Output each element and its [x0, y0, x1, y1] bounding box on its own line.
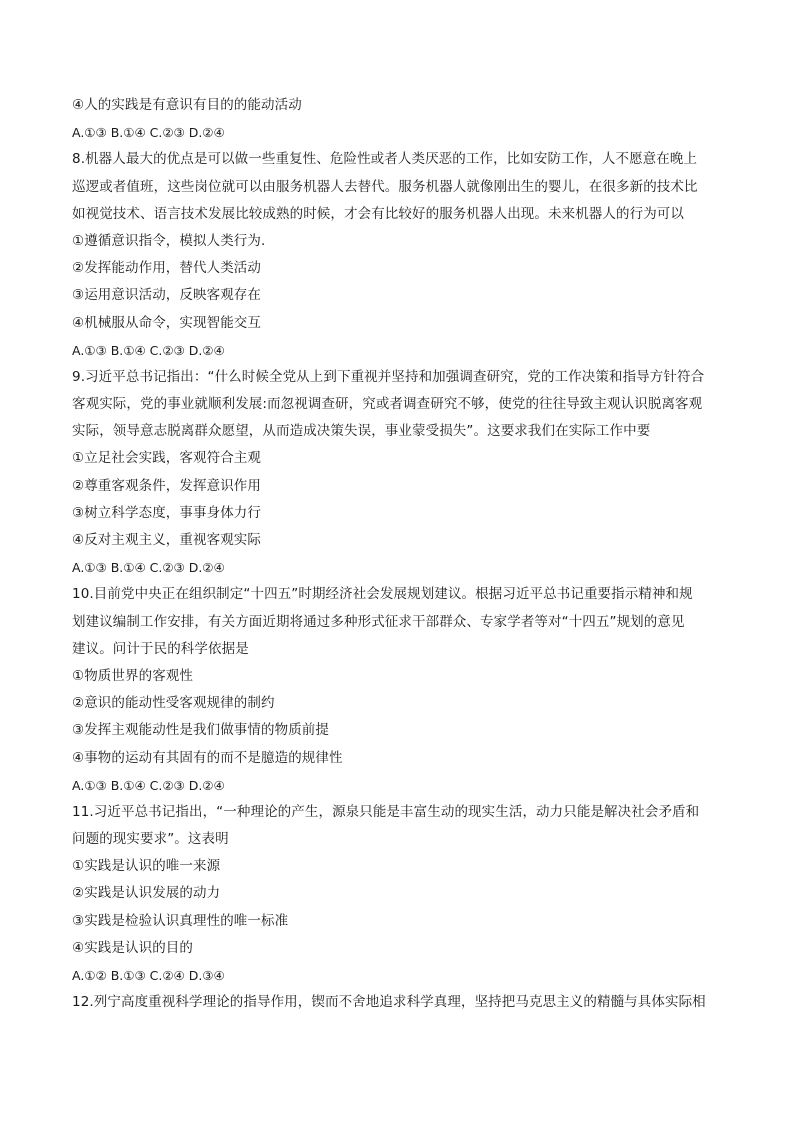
- question-text-line: 建议。问计于民的科学依据是: [72, 640, 249, 657]
- statement-item: ④机械服从命令，实现智能交互: [72, 314, 262, 331]
- question-text-line: 问题的现实要求”。这表明: [72, 831, 229, 848]
- question-text-line: 巡逻或者值班，这些岗位就可以由服务机器人去替代。服务机器人就像刚出生的婴儿，在很多新的技术比: [72, 178, 698, 195]
- statement-item: ②尊重客观条件，发挥意识作用: [72, 477, 262, 494]
- statement-item: ②发挥能动作用，替代人类活动: [72, 260, 262, 277]
- statement-item: ③发挥主观能动性是我们做事情的物质前提: [72, 722, 330, 739]
- statement-item: ②实践是认识发展的动力: [72, 885, 221, 902]
- statement-item: ④反对主观主义，重视客观实际: [72, 532, 262, 548]
- statement-item: ①遵循意识指令，模拟人类行为.: [72, 232, 266, 249]
- question-text-line: 如视觉技术、语言技术发展比较成熟的时候，才会有比较好的服务机器人出现。未来机器人的行为可以: [72, 205, 684, 222]
- statement-item: ①实践是认识的唯一来源: [72, 858, 221, 875]
- question-text-line: 8.机器人最大的优点是可以做一些重复性、危险性或者人类厌恶的工作，比如安防工作，人不愿意在晚上: [72, 151, 698, 168]
- question-text-line: 9.习近平总书记指出：“什么时候全党从上到下重视并坚持和加强调查研究，党的工作决策和指导方针符合: [72, 368, 705, 385]
- answer-options: A.①③ B.①④ C.②③ D.②④: [72, 560, 225, 576]
- statement-item: ④事物的运动有其固有的而不是臆造的规律性: [72, 749, 343, 766]
- answer-options: A.①③ B.①④ C.②③ D.②④: [72, 125, 225, 141]
- question-text-line: 12.列宁高度重视科学理论的指导作用，锲而不舍地追求科学真理，坚持把马克思主义的精髓与具体实际相: [72, 994, 706, 1011]
- document-page: [72, 92, 732, 1016]
- statement-item: ④实践是认识的目的: [72, 939, 194, 956]
- answer-options: A.①③ B.①④ C.②③ D.②④: [72, 342, 225, 358]
- statement-item: ①物质世界的客观性: [72, 667, 194, 684]
- statement-item: ④人的实践是有意识有目的的能动活动: [72, 97, 302, 113]
- answer-options: A.①② B.①③ C.②④ D.③④: [72, 968, 225, 983]
- answer-options: A.①③ B.①④ C.②③ D.②④: [72, 777, 225, 793]
- statement-item: ③树立科学态度，事事身体力行: [72, 504, 262, 521]
- statement-item: ②意识的能动性受客观规律的制约: [72, 695, 275, 712]
- statement-item: ③运用意识活动，反映客观存在: [72, 287, 262, 304]
- question-text-line: 11.习近平总书记指出，“一种理论的产生，源泉只能是丰富生动的现实生活，动力只能是解决社会矛盾和: [72, 803, 700, 820]
- statement-item: ③实践是检验认识真理性的唯一标准: [72, 912, 289, 929]
- question-text-line: 实际，领导意志脱离群众愿望，从而造成决策失误，事业蒙受损失”。这要求我们在实际工作中要: [72, 423, 651, 440]
- question-text-line: 划建议编制工作安排，有关方面近期将通过多种形式征求干部群众、专家学者等对“十四五”规划的意见: [72, 613, 685, 630]
- statement-item: ①立足社会实践，客观符合主观: [72, 450, 262, 467]
- question-text-line: 客观实际，党的事业就顺利发展:而忽视调查研，究或者调查研究不够，使党的往往导致主观认识脱离客观: [72, 396, 703, 413]
- question-text-line: 10.目前党中央正在组织制定“十四五”时期经济社会发展规划建议。根据习近平总书记重要指示精神和规: [72, 586, 693, 603]
